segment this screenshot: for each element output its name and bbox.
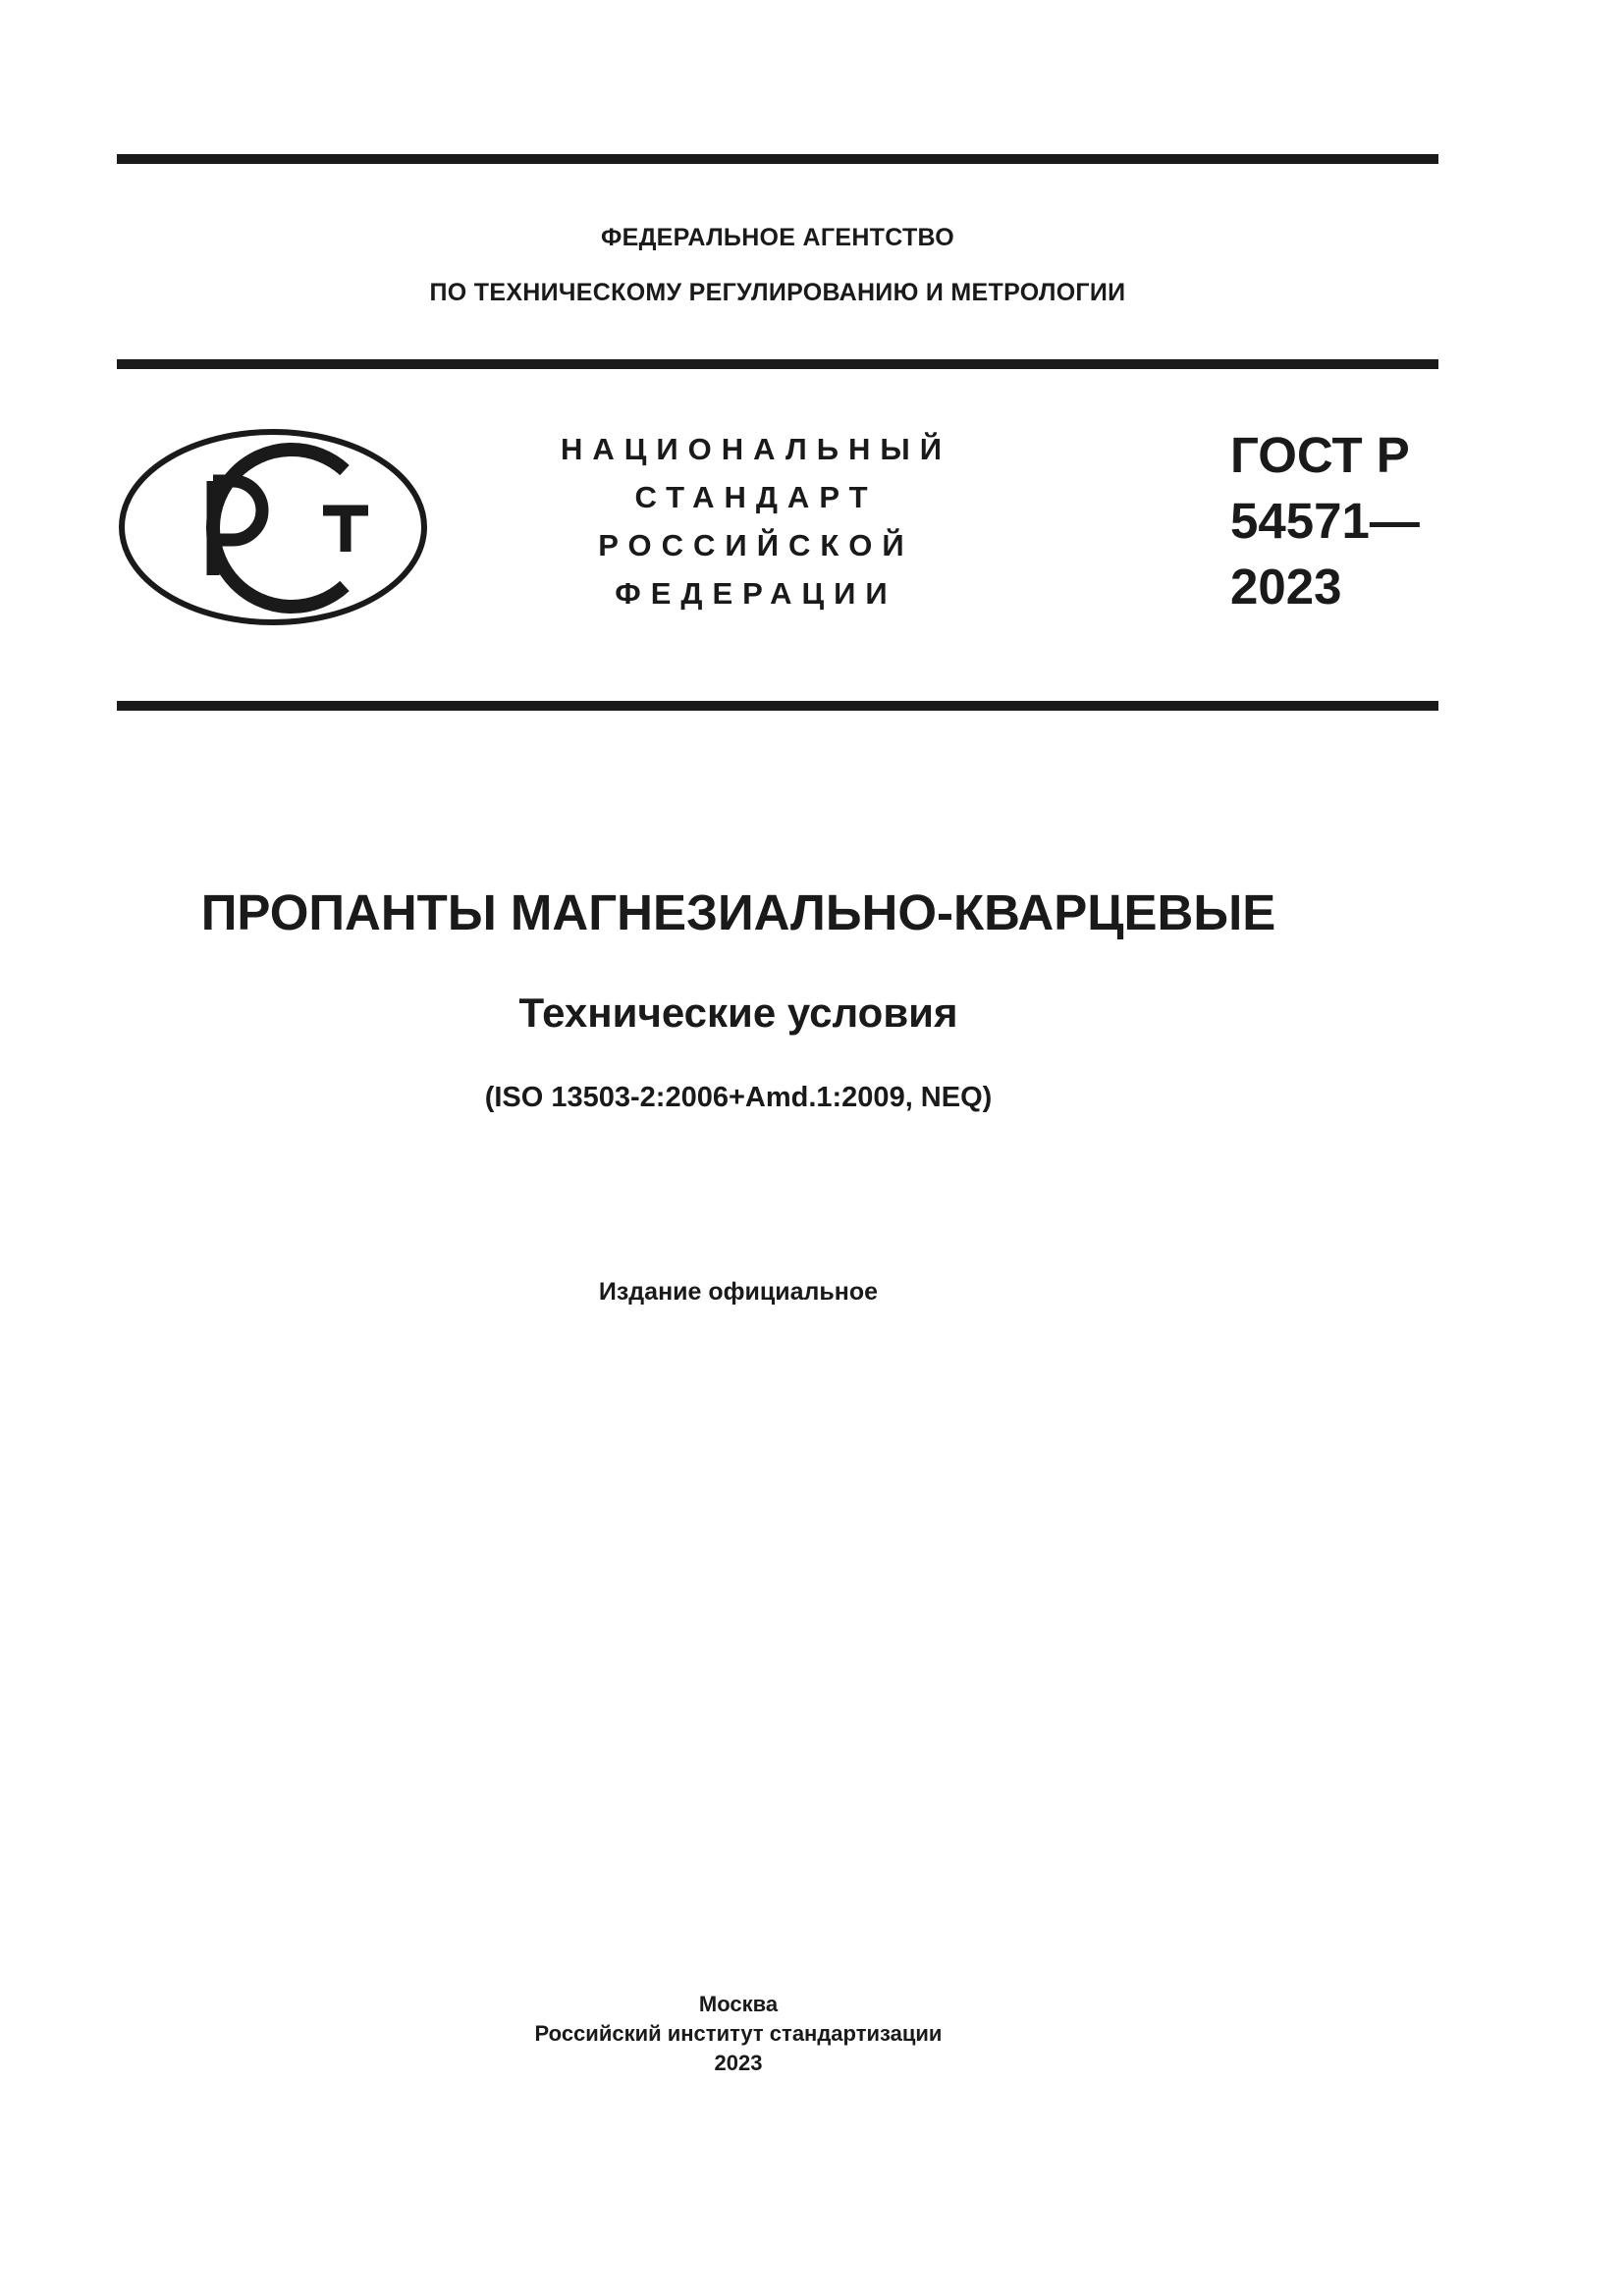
imprint-publisher: Российский институт стандартизации xyxy=(534,2021,943,2046)
imprint-city: Москва xyxy=(698,1992,779,2016)
document-title: ПРОПАНТЫ МАГНЕЗИАЛЬНО-КВАРЦЕВЫЕ xyxy=(200,884,1276,940)
national-standard-line: СТАНДАРТ xyxy=(634,480,878,514)
national-standard-line: НАЦИОНАЛЬНЫЙ xyxy=(560,432,952,466)
designation-line: 54571— xyxy=(1230,493,1420,549)
imprint xyxy=(78,1990,1399,2078)
document-subtitle: Технические условия xyxy=(518,989,958,1036)
agency-name-line-1: ФЕДЕРАЛЬНОЕ АГЕНТСТВО xyxy=(600,224,955,251)
imprint-year: 2023 xyxy=(714,2051,763,2075)
national-standard-label xyxy=(530,425,982,617)
standard-designation xyxy=(1230,422,1420,619)
agency-name-line-2: ПО ТЕХНИЧЕСКОМУ РЕГУЛИРОВАНИЮ И МЕТРОЛОГИИ xyxy=(429,279,1126,306)
national-standard-line: РОССИЙСКОЙ xyxy=(598,528,914,562)
edition-label: Издание официальное xyxy=(598,1278,879,1306)
standard-block-rule xyxy=(117,701,1438,711)
iso-reference: (ISO 13503-2:2006+Amd.1:2009, NEQ) xyxy=(484,1082,993,1113)
rst-logo-icon xyxy=(117,426,429,628)
national-standard-line: ФЕДЕРАЦИИ xyxy=(615,576,897,611)
designation-line: ГОСТ Р xyxy=(1230,427,1410,483)
top-rule xyxy=(117,154,1438,164)
designation-line: 2023 xyxy=(1230,559,1342,614)
header-divider-rule xyxy=(117,359,1438,369)
